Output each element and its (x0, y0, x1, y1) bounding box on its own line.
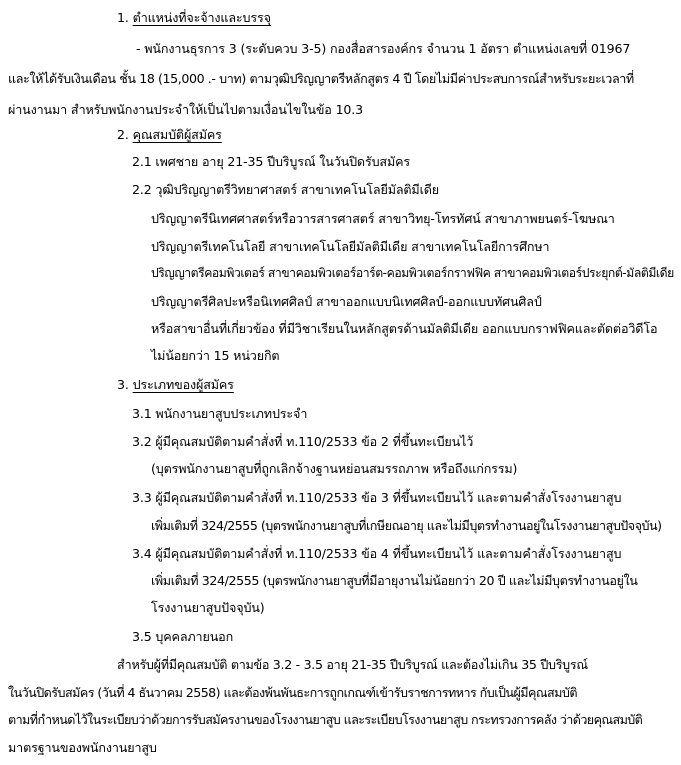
item-3-5: 3.5 บุคคลภายนอก (132, 629, 234, 644)
section-1-heading (117, 9, 271, 26)
item-3-2-line: (บุตรพนักงานยาสูบที่ถูกเลิกจ้างฐานหย่อนสมรรถภาพ หรือถึงแก่กรรม) (151, 461, 518, 476)
item-3-4-line: โรงงานยาสูบปัจจุบัน) (151, 600, 265, 615)
degree-line: ปริญญาตรีนิเทศศาสตร์หรือวารสารศาสตร์ สาขาวิทยุ-โทรทัศน์ สาขาภาพยนตร์-โฆษณา (151, 211, 615, 226)
section-2-title: คุณสมบัติผู้สมัคร (132, 127, 222, 142)
section-1-line: และให้ได้รับเงินเดือน ชั้น 18 (15,000 .- บาท) ตามวุฒิปริญญาตรีหลักสูตร 4 ปี โดยไม่มีค่าประสบการณ์สำหรับระยะเวลาที่ (8, 71, 634, 86)
section-3-number: 3. (117, 377, 129, 392)
closing-line: ตามที่กำหนดไว้ในระเบียบว่าด้วยการรับสมัครงานของโรงงานยาสูบ และระเบียบโรงงานยาสูบ กระทรวงการคลัง ว่าด้วยคุณสมบัติ (8, 712, 643, 727)
item-3-3-line: 3.3 ผู้มีคุณสมบัติตามคำสั่งที่ ท.110/2533 ข้อ 3 ที่ขึ้นทะเบียนไว้ และตามคำสั่งโรงงานยาสูบ (132, 490, 622, 505)
item-3-3-line: เพิ่มเติมที่ 324/2555 (บุตรพนักงานยาสูบที่เกษียณอายุ และไม่มีบุตรทำงานอยู่ในโรงงานยาสูบปัจจุบัน) (151, 518, 662, 533)
degree-line: ไม่น้อยกว่า 15 หน่วยกิต (151, 348, 280, 363)
closing-line: ในวันปิดรับสมัคร (วันที่ 4 ธันวาคม 2558) และต้องพ้นพันธะการถูกเกณฑ์เข้ารับราชการทหาร กับเป็นผู้มีคุณสมบัติ (8, 685, 577, 700)
section-1-number: 1. (117, 10, 129, 25)
section-1-title: ตำแหน่งที่จะจ้างและบรรจุ (132, 10, 271, 25)
section-2-heading (117, 126, 222, 143)
degree-line: ปริญญาตรีเทคโนโลยี สาขาเทคโนโลยีมัลติมีเดีย สาขาเทคโนโลยีการศึกษา (151, 239, 550, 254)
degree-line: ปริญญาตรีคอมพิวเตอร์ สาขาคอมพิวเตอร์อาร์ต-คอมพิวเตอร์กราฟฟิค สาขาคอมพิวเตอร์ประยุกต์-มัลติมีเดีย (151, 266, 674, 280)
closing-line: สำหรับผู้ที่มีคุณสมบัติ ตามข้อ 3.2 - 3.5 อายุ 21-35 ปีบริบูรณ์ และต้องไม่เกิน 35 ปีบริบูรณ์ (117, 657, 588, 672)
section-3-heading (117, 376, 234, 393)
degree-line: หรือสาขาอื่นที่เกี่ยวข้อง ที่มีวิชาเรียนในหลักสูตรด้านมัลติมีเดีย ออกแบบกราฟฟิคและตัดต่อวิดีโอ (151, 321, 658, 336)
item-3-4-line: เพิ่มเติมที่ 324/2555 (บุตรพนักงานยาสูบที่มีอายุงานไม่น้อยกว่า 20 ปี และไม่มีบุตรทำงานอยู่ใน (151, 573, 638, 588)
section-1-line: - พนักงานธุรการ 3 (ระดับควบ 3-5) กองสื่อสารองค์กร จำนวน 1 อัตรา ตำแหน่งเลขที่ 01967 (136, 41, 631, 56)
item-3-1: 3.1 พนักงานยาสูบประเภทประจำ (132, 406, 308, 421)
item-2-2: 2.2 วุฒิปริญญาตรีวิทยาศาสตร์ สาขาเทคโนโลยีมัลติมีเดีย (132, 182, 440, 197)
item-3-2-line: 3.2 ผู้มีคุณสมบัติตามคำสั่งที่ ท.110/2533 ข้อ 2 ที่ขึ้นทะเบียนไว้ (132, 434, 474, 449)
closing-line: มาตรฐานของพนักงานยาสูบ (8, 740, 157, 755)
degree-line: ปริญญาตรีศิลปะหรือนิเทศศิลป์ สาขาออกแบบนิเทศศิลป์-ออกแบบทัศนศิลป์ (151, 294, 542, 309)
section-3-title: ประเภทของผู้สมัคร (132, 377, 234, 392)
item-2-1: 2.1 เพศชาย อายุ 21-35 ปีบริบูรณ์ ในวันปิดรับสมัคร (132, 154, 410, 169)
section-1-line: ผ่านงานมา สำหรับพนักงานประจำให้เป็นไปตามเงื่อนไขในข้อ 10.3 (8, 102, 364, 117)
item-3-4-line: 3.4 ผู้มีคุณสมบัติตามคำสั่งที่ ท.110/2533 ข้อ 4 ที่ขึ้นทะเบียนไว้ และตามคำสั่งโรงงานยาสูบ (132, 546, 622, 561)
section-2-number: 2. (117, 127, 129, 142)
